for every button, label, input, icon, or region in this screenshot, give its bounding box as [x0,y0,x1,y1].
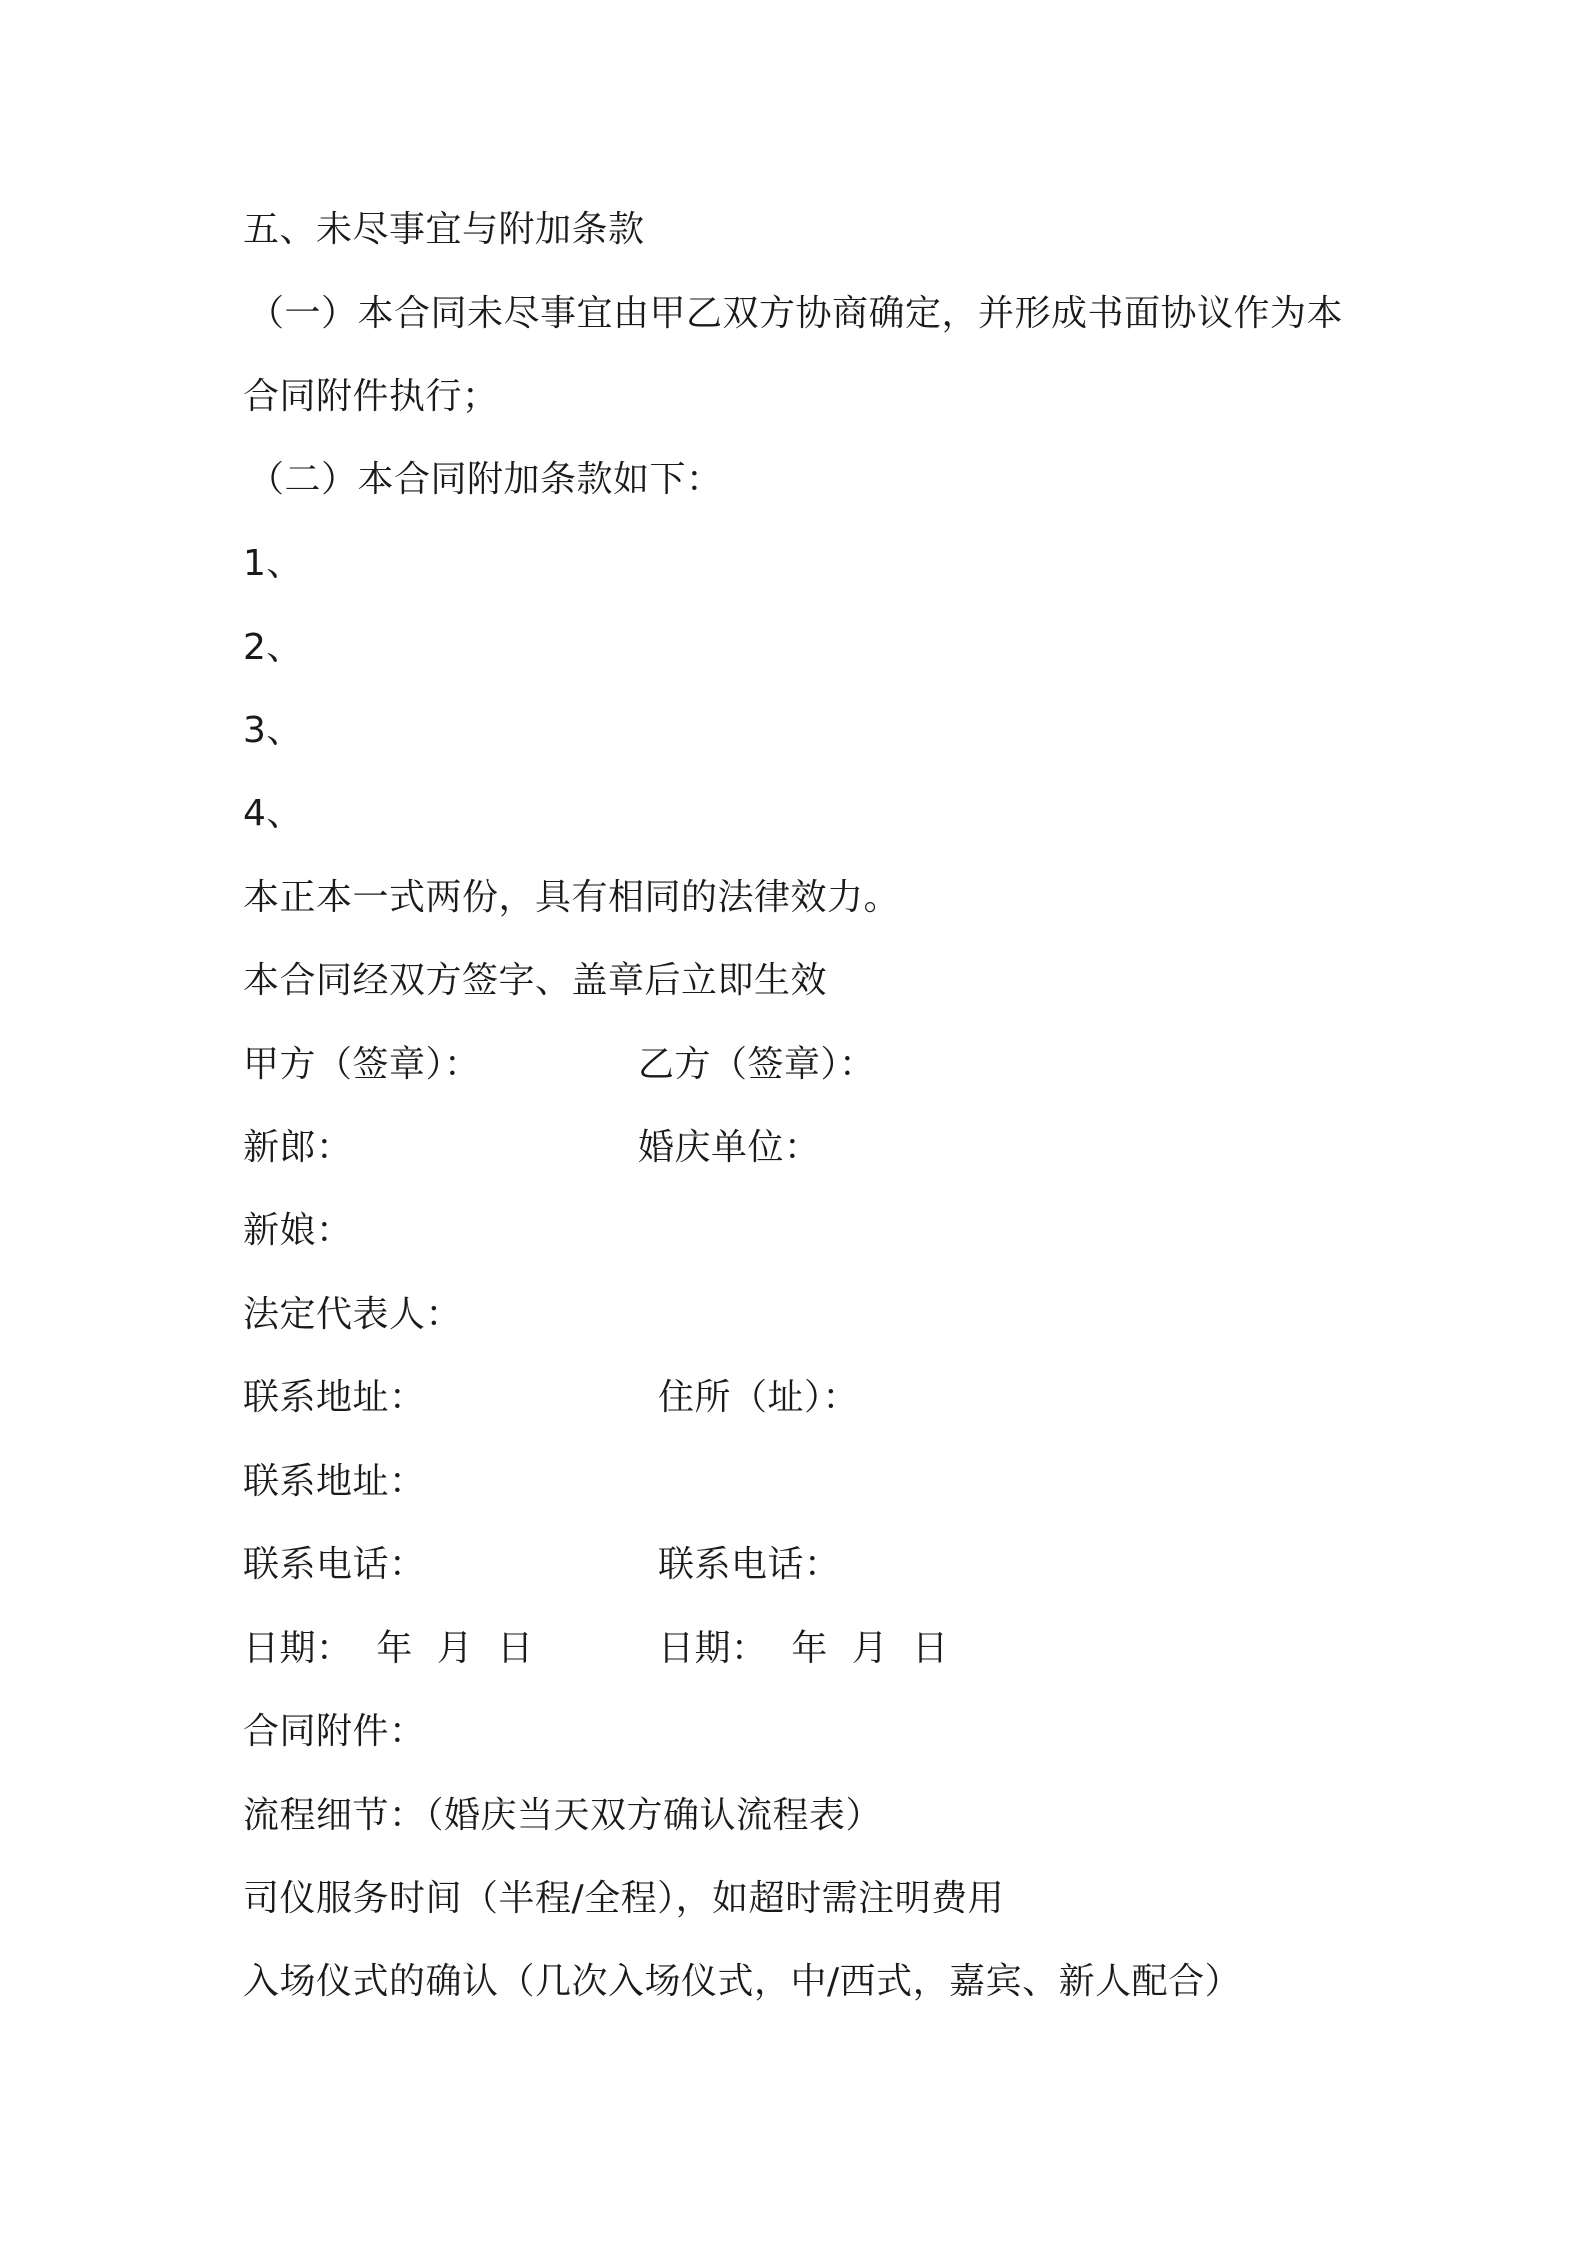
copies-statement: 本正本一式两份，具有相同的法律效力。 [243,877,901,918]
wedding-company-label: 婚庆单位： [638,1127,821,1168]
clause-1-line-1: （一）本合同未尽事宜由甲乙双方协商确定，并形成书面协议作为本 [248,293,1344,334]
attachment-mc-time: 司仪服务时间（半程/全程），如超时需注明费用 [243,1878,1005,1919]
date-a-label: 日期： 年 月 日 [243,1628,534,1669]
phone-a-label: 联系电话： [243,1544,426,1585]
list-item: 1、 [243,543,303,584]
attachment-process: 流程细节：（婚庆当天双方确认流程表） [243,1795,883,1836]
section-heading: 五、未尽事宜与附加条款 [243,209,645,250]
groom-label: 新郎： [243,1127,353,1168]
contact-address-b-label: 联系地址： [243,1461,426,1502]
date-b-label: 日期： 年 月 日 [658,1628,949,1669]
bride-label: 新娘： [243,1210,353,1251]
party-a-signature: 甲方（签章）： [243,1044,481,1085]
party-b-signature: 乙方（签章）： [638,1044,876,1085]
list-item: 4、 [243,793,303,834]
clause-1-line-2: 合同附件执行； [243,376,499,417]
legal-rep-label: 法定代表人： [243,1294,463,1335]
attachments-heading: 合同附件： [243,1711,426,1752]
clause-2: （二）本合同附加条款如下： [248,459,723,500]
residence-b-label: 住所（址）： [658,1377,860,1418]
list-item: 3、 [243,710,303,751]
effective-statement: 本合同经双方签字、盖章后立即生效 [243,960,828,1001]
attachment-entrance: 入场仪式的确认（几次入场仪式，中/西式，嘉宾、新人配合） [243,1961,1242,2002]
list-item: 2、 [243,627,303,668]
phone-b-label: 联系电话： [658,1544,841,1585]
contact-address-a-label: 联系地址： [243,1377,426,1418]
